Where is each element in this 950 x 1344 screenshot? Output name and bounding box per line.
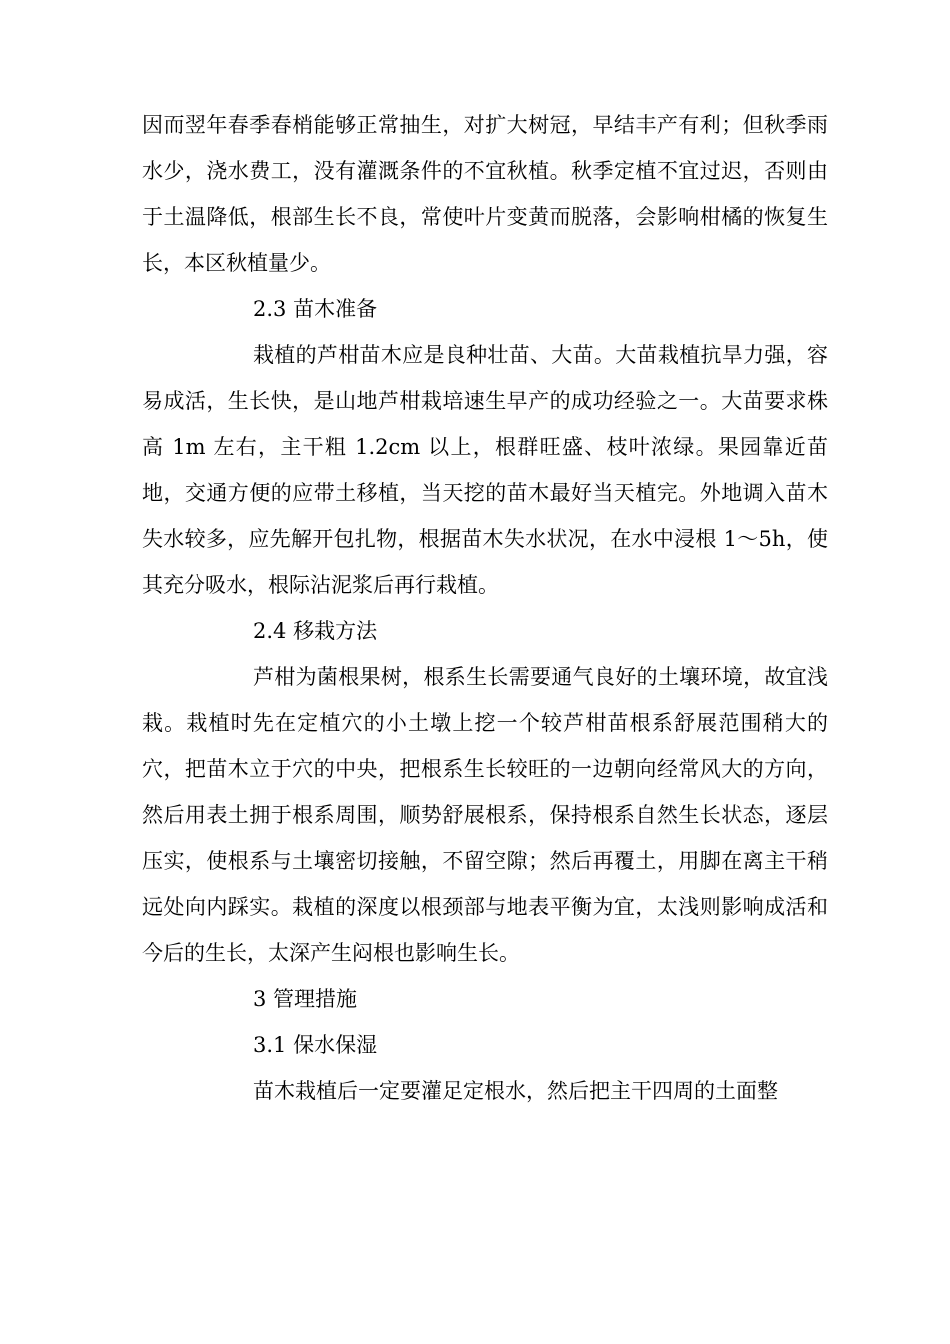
section-heading-3: 3 管理措施 xyxy=(253,987,358,1011)
paragraph-autumn-planting: 因而翌年春季春梢能够正常抽生，对扩大树冠，早结丰产有利；但秋季雨水少，浇水费工，没有灌溉条件的不宜秋植。秋季定植不宜过迟，否则由于土温降低，根部生长不良，常使叶片变黄而脱落，会影响柑橘的恢复生长，本区秋植量少。 xyxy=(142,113,828,275)
section-heading-3-1: 3.1 保水保湿 xyxy=(253,1033,378,1057)
paragraph-water-retention: 苗木栽植后一定要灌足定根水，然后把主干四周的土面整 xyxy=(253,1079,778,1103)
paragraph-seedling-preparation: 栽植的芦柑苗木应是良种壮苗、大苗。大苗栽植抗旱力强，容易成活，生长快，是山地芦柑栽培速生早产的成功经验之一。大苗要求株高 1m 左右，主干粗 1.2cm 以上，根群旺盛、枝叶浓绿。果园靠近苗地，交通方便的应带土移植，当天挖的苗木最好当天植完。外地调入苗木失水较多，应先解开包扎物，根据苗木失水状况，在水中浸根 1～5h，使其充分吸水，根际沾泥浆后再行栽植。 xyxy=(142,343,828,597)
document-body xyxy=(142,102,828,1114)
section-heading-2-4: 2.4 移栽方法 xyxy=(253,619,378,643)
section-heading-2-3: 2.3 苗木准备 xyxy=(253,297,378,321)
paragraph-transplant-method: 芦柑为菌根果树，根系生长需要通气良好的土壤环境，故宜浅栽。栽植时先在定植穴的小土墩上挖一个较芦柑苗根系舒展范围稍大的穴，把苗木立于穴的中央，把根系生长较旺的一边朝向经常风大的方向，然后用表土拥于根系周围，顺势舒展根系，保持根系自然生长状态，逐层压实，使根系与土壤密切接触，不留空隙；然后再覆土，用脚在离主干稍远处向内踩实。栽植的深度以根颈部与地表平衡为宜，太浅则影响成活和今后的生长，太深产生闷根也影响生长。 xyxy=(142,665,828,965)
